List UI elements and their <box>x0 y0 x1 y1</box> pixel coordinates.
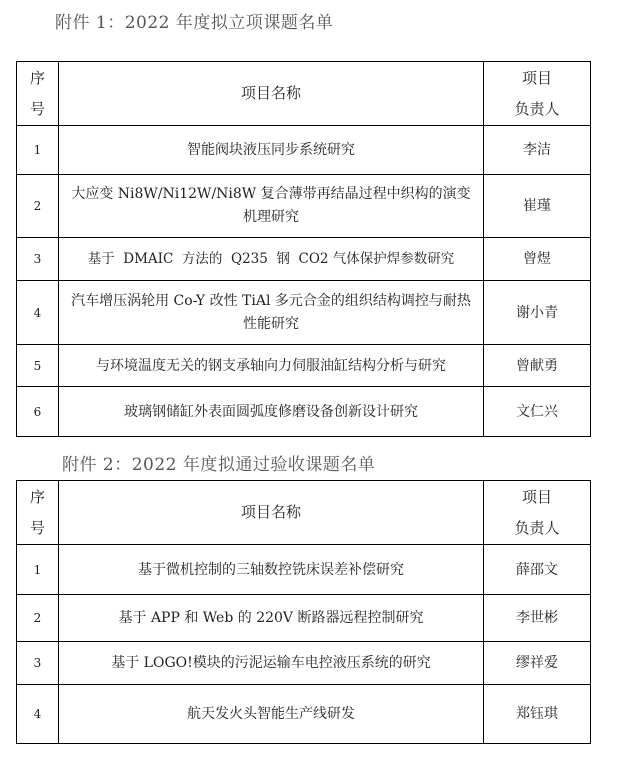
row-no: 2 <box>17 595 59 642</box>
table-row <box>17 642 591 685</box>
annex-2-title: 附件 2：2022 年度拟通过验收课题名单 <box>62 455 376 475</box>
row-project-name: 大应变 Ni8W/Ni12W/Ni8W 复合薄带再结晶过程中织构的演变机理研究 <box>59 175 484 238</box>
row-no: 1 <box>17 545 59 595</box>
row-project-name: 与环境温度无关的钢支承轴向力伺服油缸结构分析与研究 <box>59 345 484 387</box>
row-project-name: 航天发火头智能生产线研发 <box>59 685 484 744</box>
row-no: 2 <box>17 175 59 238</box>
row-lead: 谢小青 <box>484 281 591 345</box>
row-lead: 李洁 <box>484 126 591 175</box>
row-lead: 李世彬 <box>484 595 591 642</box>
table-row <box>17 281 591 345</box>
table-row <box>17 175 591 238</box>
row-no: 5 <box>17 345 59 387</box>
row-no: 3 <box>17 642 59 685</box>
table-row <box>17 685 591 744</box>
row-project-name: 玻璃钢储缸外表面圆弧度修磨设备创新设计研究 <box>59 387 484 437</box>
header-project-name: 项目名称 <box>59 62 484 126</box>
header-no: 序 号 <box>17 62 59 126</box>
annex-1-title: 附件 1：2022 年度拟立项课题名单 <box>55 13 334 33</box>
table-row <box>17 387 591 437</box>
row-lead: 缪祥爱 <box>484 642 591 685</box>
header-lead: 项目 负责人 <box>484 62 591 126</box>
row-project-name: 基于 DMAIC 方法的 Q235 钢 CO2 气体保护焊参数研究 <box>59 238 484 281</box>
table-header-row <box>17 62 591 126</box>
row-no: 4 <box>17 281 59 345</box>
table-header-row <box>17 481 591 545</box>
table-row <box>17 345 591 387</box>
row-lead: 曾煜 <box>484 238 591 281</box>
row-no: 4 <box>17 685 59 744</box>
row-lead: 薛邵文 <box>484 545 591 595</box>
row-lead: 曾献勇 <box>484 345 591 387</box>
table-row <box>17 126 591 175</box>
row-project-name: 智能阀块液压同步系统研究 <box>59 126 484 175</box>
header-lead: 项目 负责人 <box>484 481 591 545</box>
row-no: 3 <box>17 238 59 281</box>
annex-1-table <box>16 61 591 437</box>
row-lead: 文仁兴 <box>484 387 591 437</box>
annex-2-table <box>16 480 591 744</box>
row-no: 6 <box>17 387 59 437</box>
row-project-name: 基于 APP 和 Web 的 220V 断路器远程控制研究 <box>59 595 484 642</box>
table-row <box>17 238 591 281</box>
header-project-name: 项目名称 <box>59 481 484 545</box>
row-lead: 崔瑾 <box>484 175 591 238</box>
table-row <box>17 545 591 595</box>
row-project-name: 基于微机控制的三轴数控铣床误差补偿研究 <box>59 545 484 595</box>
row-project-name: 汽车增压涡轮用 Co-Y 改性 TiAl 多元合金的组织结构调控与耐热性能研究 <box>59 281 484 345</box>
row-project-name: 基于 LOGO!模块的污泥运输车电控液压系统的研究 <box>59 642 484 685</box>
row-lead: 郑钰琪 <box>484 685 591 744</box>
row-no: 1 <box>17 126 59 175</box>
table-row <box>17 595 591 642</box>
header-no: 序 号 <box>17 481 59 545</box>
